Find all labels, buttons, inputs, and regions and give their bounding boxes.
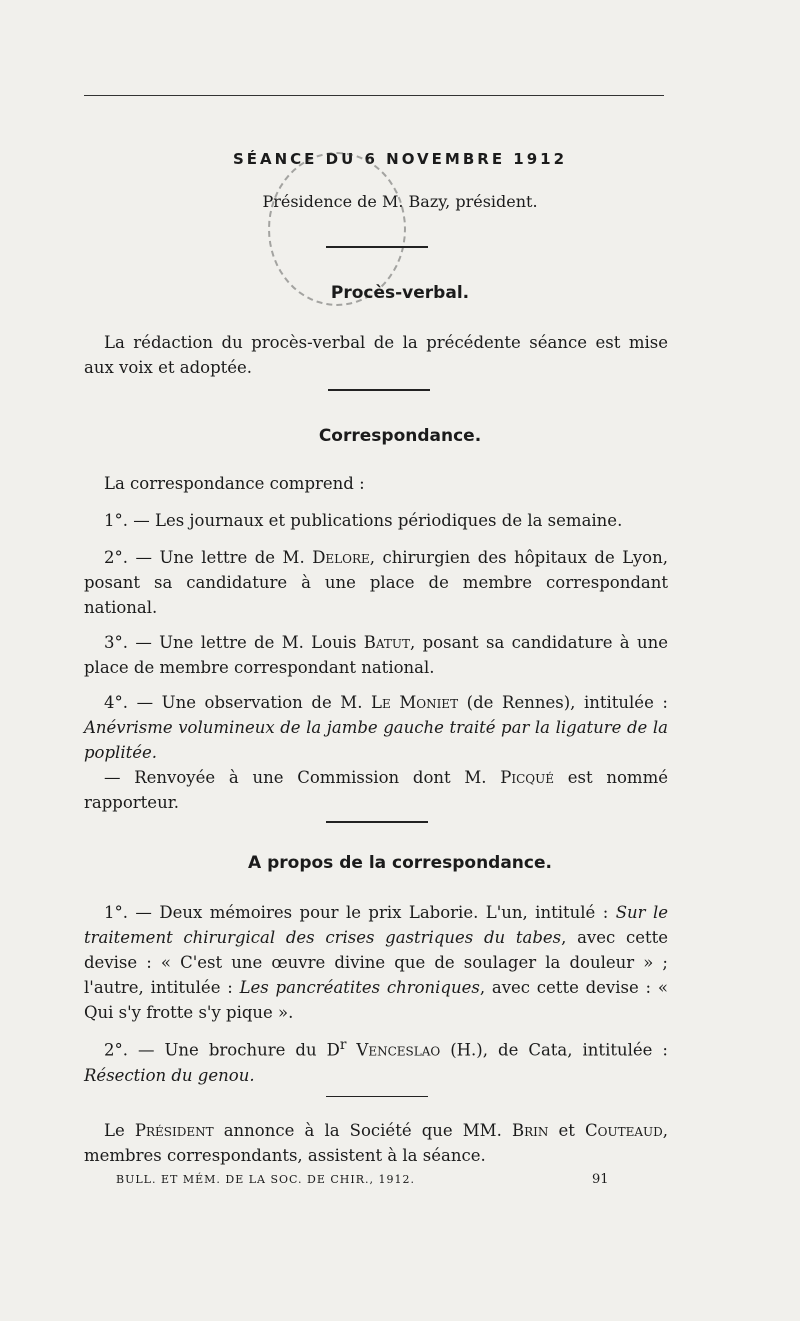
person-name: Picqué [500, 768, 555, 787]
item-text: , membres correspondants, assistent à la séance. [84, 1121, 668, 1165]
page-number: 91 [592, 1172, 609, 1187]
president-label: Président [134, 1121, 214, 1140]
person-name: Batut [363, 633, 411, 652]
correspondance-item-4 [84, 690, 668, 765]
item-text: (de Rennes), intitulée : [458, 693, 668, 712]
proces-verbal-text: La rédaction du procès-verbal de la précédente séance est mise aux voix et adoptée. [84, 333, 668, 377]
item-text: , chirurgien des hôpitaux de Lyon, posant sa candidature à une place de membre correspondant national. [84, 548, 668, 617]
item-text: annonce à la Société que MM. [213, 1121, 512, 1140]
correspondance-item-3 [84, 630, 668, 680]
short-rule [326, 821, 428, 823]
item-text: est nommé rapporteur. [84, 768, 668, 812]
person-name: Couteaud [585, 1121, 663, 1140]
commission-note [84, 765, 668, 815]
correspondance-intro: La correspondance comprend : [104, 474, 365, 493]
presidency-line: Présidence de M. Bazy, président. [262, 192, 538, 211]
item-text: Le [104, 1121, 135, 1140]
item-text: 2°. — Une brochure du D [104, 1040, 340, 1060]
apropos-heading: A propos de la correspondance. [248, 853, 552, 873]
top-rule [84, 95, 664, 96]
item-text: , avec cette devise : « Qui s'y frotte s'y pique ». [84, 978, 668, 1022]
apropos-item-2 [84, 1033, 668, 1088]
item-text: et [548, 1121, 585, 1140]
item-text: (H.), de Cata, intitulée : [440, 1040, 668, 1060]
item-text: 4°. — Une observation de M. [104, 693, 372, 712]
journal-footer: BULL. ET MÉM. DE LA SOC. DE CHIR., 1912. [116, 1173, 415, 1186]
item-text: , posant sa candidature à une place de membre correspondant national. [84, 633, 668, 677]
person-name: Venceslao [356, 1040, 441, 1060]
correspondance-heading: Correspondance. [318, 426, 482, 446]
item-text: 2°. — Une lettre de M. [104, 548, 313, 567]
memoir-title: Sur le traitement chirurgical des crises gastriques du tabes [84, 903, 668, 947]
short-rule [326, 246, 428, 248]
person-name: Le Moniet [371, 693, 459, 712]
short-rule [326, 1096, 428, 1097]
item-text: 1°. — Deux mémoires pour le prix Laborie. L'un, intitulé : [104, 903, 616, 922]
memoir-title: Les pancréatites chroniques [239, 978, 480, 997]
item-text: 3°. — Une lettre de M. Louis [104, 633, 364, 652]
brochure-title: Résection du genou. [84, 1065, 255, 1085]
superscript: r [339, 1037, 347, 1053]
short-rule [328, 389, 430, 391]
correspondance-item-1: 1°. — Les journaux et publications périodiques de la semaine. [104, 511, 623, 530]
session-title: SÉANCE DU 6 NOVEMBRE 1912 [232, 150, 568, 168]
person-name: Delore [312, 548, 370, 567]
announcement [84, 1118, 668, 1168]
proces-verbal-heading: Procès-verbal. [330, 283, 470, 303]
item-text: , avec cette devise : « C'est une œuvre divine que de soulager la douleur » ; l'autre, intitulée : [84, 928, 669, 997]
item-text: — Renvoyée à une Commission dont M. [104, 768, 501, 787]
apropos-item-1 [84, 900, 668, 1025]
person-name: Brin [511, 1121, 549, 1140]
observation-title: Anévrisme volumineux de la jambe gauche traité par la ligature de la poplitée. [84, 718, 668, 762]
correspondance-item-2 [84, 545, 668, 620]
